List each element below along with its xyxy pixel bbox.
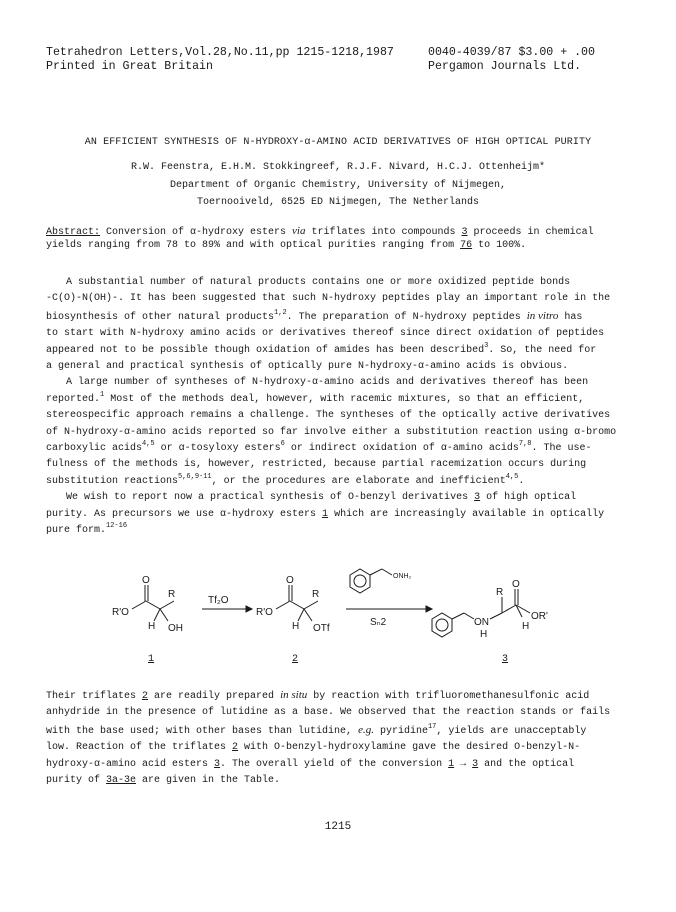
text-run: reported. [46, 393, 101, 405]
citation-ref: 4,5 [505, 472, 519, 481]
author-list: R.W. Feenstra, E.H.M. Stokkingreef, R.J.F. Nivard, H.C.J. Ottenheijm* [130, 162, 546, 173]
abstract-label: Abstract: [46, 227, 101, 238]
citation-ref: 6 [280, 440, 285, 449]
abstract-value: 76 [460, 240, 473, 251]
c3-ester-OR: OR' [531, 611, 548, 622]
text-run: by reaction with trifluoromethanesulfonic acid [307, 691, 590, 702]
issn-price-line: 0040-4039/87 $3.00 + .00 [428, 46, 595, 59]
text-run: which are increasingly available in optically [328, 508, 605, 520]
c2-H: H [292, 621, 300, 632]
reagent-tf2o: Tf₂O [208, 595, 229, 606]
main-text [46, 275, 642, 540]
compound-ref: 3 [461, 227, 468, 238]
text-run: , yields are unacceptably [436, 725, 587, 737]
c3-ON: ON [474, 617, 489, 628]
text-run: are given in the Table. [136, 775, 281, 787]
text-run: . The use- [531, 443, 592, 455]
c2-R-group: R [312, 589, 320, 600]
text-run: has [558, 311, 583, 323]
compound-ref: 1 [322, 508, 329, 520]
para2-line: A large number of syntheses of N-hydroxy-α-amino acids and derivatives thereof has been [66, 377, 589, 389]
c1-OH: OH [168, 623, 183, 634]
abstract-text: triflates into compounds [305, 227, 462, 238]
c1-R-group: R [168, 589, 176, 600]
text-run: purity of [46, 775, 107, 787]
c2-OTf: OTf [313, 623, 330, 634]
c1-ester-RO: R'O [112, 607, 129, 618]
text-run: with the base used; with other bases than lutidine, [46, 725, 359, 737]
compound-1-label: 1 [148, 654, 155, 665]
para1-line: to start with N-hydroxy amino acids or derivatives thereof since direct oxidation of peptides [46, 328, 605, 340]
text-run: Their triflates [46, 691, 143, 702]
para2-line [46, 474, 642, 490]
italic-eg: e.g. [358, 723, 374, 736]
text-run: . [518, 475, 525, 487]
c2-ester-RO: R'O [256, 607, 273, 618]
citation-ref: 4,5 [142, 440, 155, 449]
para2-line: fulness of the methods is, however, restricted, because partial racemization occurs during [46, 459, 587, 471]
para1-line: a general and practical synthesis of optically pure N-hydroxy-α-amino acids is obvious. [46, 361, 569, 373]
citation-ref: 3 [484, 341, 489, 350]
compound-ref: 2 [142, 691, 149, 702]
address: Toernooiveld, 6525 ED Nijmegen, The Netherlands [196, 197, 480, 208]
text-run: . The preparation of N-hydroxy peptides [286, 311, 527, 323]
compound-ref: 1 [448, 758, 455, 770]
journal-citation [46, 46, 394, 74]
citation-line: Tetrahedron Letters,Vol.28,No.11,pp 1215-1218,1987 [46, 46, 394, 59]
para3-line [46, 490, 642, 506]
printed-in-line: Printed in Great Britain [46, 60, 213, 73]
italic-in-vitro: in vitro [526, 309, 559, 322]
para1-line [46, 343, 642, 359]
text-run: Most of the methods deal, however, with racemic mixtures, so that an efficient, [104, 393, 585, 405]
text-run: substitution reactions [46, 475, 179, 487]
c3-NH: H [480, 629, 488, 640]
para2-line: stereospecific approach remains a challenge. The syntheses of the optically active derivatives [46, 410, 611, 422]
text-run: low. Reaction of the triflates [46, 742, 233, 754]
text-run: or indirect oxidation of α-amino acids [284, 443, 519, 455]
citation-ref: 5,6,9-11 [178, 472, 212, 481]
para4-line [46, 773, 642, 789]
journal-price-publisher [428, 46, 595, 74]
citation-ref: 1 [100, 390, 105, 399]
compound-3-label: 3 [502, 654, 509, 665]
compound-2-label: 2 [292, 654, 299, 665]
text-run: . The overall yield of the conversion [220, 758, 449, 770]
abstract-text: yields ranging from 78 to 89% and with optical purities ranging from [46, 240, 461, 251]
para2-line [46, 441, 642, 457]
reaction-condition-sn2: Sₙ2 [370, 617, 387, 628]
para4-line: anhydride in the presence of lutidine as a base. We observed that the reaction stands or fails [46, 707, 611, 719]
arrow-2 [346, 606, 432, 612]
text-run: . So, the need for [488, 344, 597, 356]
compound-ref: 3 [472, 758, 479, 770]
text-run: biosynthesis of other natural products [46, 311, 275, 323]
citation-ref: 17 [427, 722, 437, 731]
text-run: or α-tosyloxy esters [154, 443, 281, 455]
text-run: and the optical [478, 758, 575, 770]
abstract-text: to 100%. [472, 240, 527, 251]
text-run: of high optical [480, 492, 577, 504]
para1-line: A substantial number of natural products contains one or more oxidized peptide bonds [66, 277, 571, 288]
arrow-1 [202, 606, 252, 612]
c3-carbonyl-O: O [512, 579, 520, 590]
arrow-symbol: → [454, 758, 473, 770]
text-run: , or the procedures are elaborate and inefficient [211, 475, 506, 487]
compound-range-ref: 3a-3e [106, 775, 137, 787]
compound-ref: 2 [232, 742, 239, 754]
italic-via: via [292, 225, 306, 237]
para1-line [46, 308, 642, 326]
para4-line [46, 740, 642, 756]
text-run: pyridine [373, 725, 428, 737]
para1-line: -C(O)-N(OH)-. It has been suggested that such N-hydroxy peptides play an important role in the [46, 293, 611, 305]
compound-ref: 3 [214, 758, 221, 770]
citation-ref: 1,2 [274, 308, 287, 317]
abstract-text: proceeds in chemical [467, 227, 594, 238]
text-run: with O-benzyl-hydroxylamine gave the desired O-benzyl-N- [238, 742, 581, 754]
reaction-scheme-svg [110, 565, 580, 675]
text-run: We wish to report now a practical synthesis of O-benzyl derivatives [66, 492, 475, 504]
citation-ref: 12-16 [106, 522, 128, 531]
citation-ref: 7,8 [518, 440, 532, 449]
affiliation: Department of Organic Chemistry, University of Nijmegen, [169, 180, 507, 191]
text-run: purity. As precursors we use α-hydroxy esters [46, 508, 323, 520]
c1-carbonyl-O: O [142, 575, 150, 586]
text-run: appeared not to be possible though oxidation of amides has been described [46, 344, 485, 356]
c3-H: H [522, 621, 530, 632]
italic-in-situ: in situ [280, 689, 308, 701]
abstract [46, 225, 636, 252]
post-scheme-text [46, 687, 642, 789]
reagent-onh2: ONH₂ [393, 573, 412, 580]
para3-line [46, 523, 642, 539]
article-title: AN EFFICIENT SYNTHESIS OF N-HYDROXY-α-AMINO ACID DERIVATIVES OF HIGH OPTICAL PURITY [84, 137, 592, 148]
compound-ref: 3 [474, 492, 481, 504]
para4-line [46, 757, 642, 773]
c2-carbonyl-O: O [286, 575, 294, 586]
publisher-line: Pergamon Journals Ltd. [428, 60, 582, 73]
abstract-text: Conversion of α-hydroxy esters [100, 227, 293, 238]
text-run: are readily prepared [148, 691, 281, 702]
c1-H: H [148, 621, 156, 632]
text-run: pure form. [46, 525, 107, 537]
para3-line [46, 507, 642, 523]
para4-line [46, 687, 642, 705]
reaction-scheme [110, 565, 580, 675]
benzylhydroxylamine-reagent [350, 569, 392, 593]
para4-line [46, 722, 642, 740]
para2-line: of N-hydroxy-α-amino acids reported so far involve either a substitution reaction using α-bromo [46, 426, 617, 438]
text-run: carboxylic acids [46, 443, 143, 455]
c3-R-group: R [496, 587, 504, 598]
text-run: hydroxy-α-amino acid esters [46, 758, 215, 770]
para2-line [46, 392, 642, 408]
page-number: 1215 [324, 821, 352, 833]
